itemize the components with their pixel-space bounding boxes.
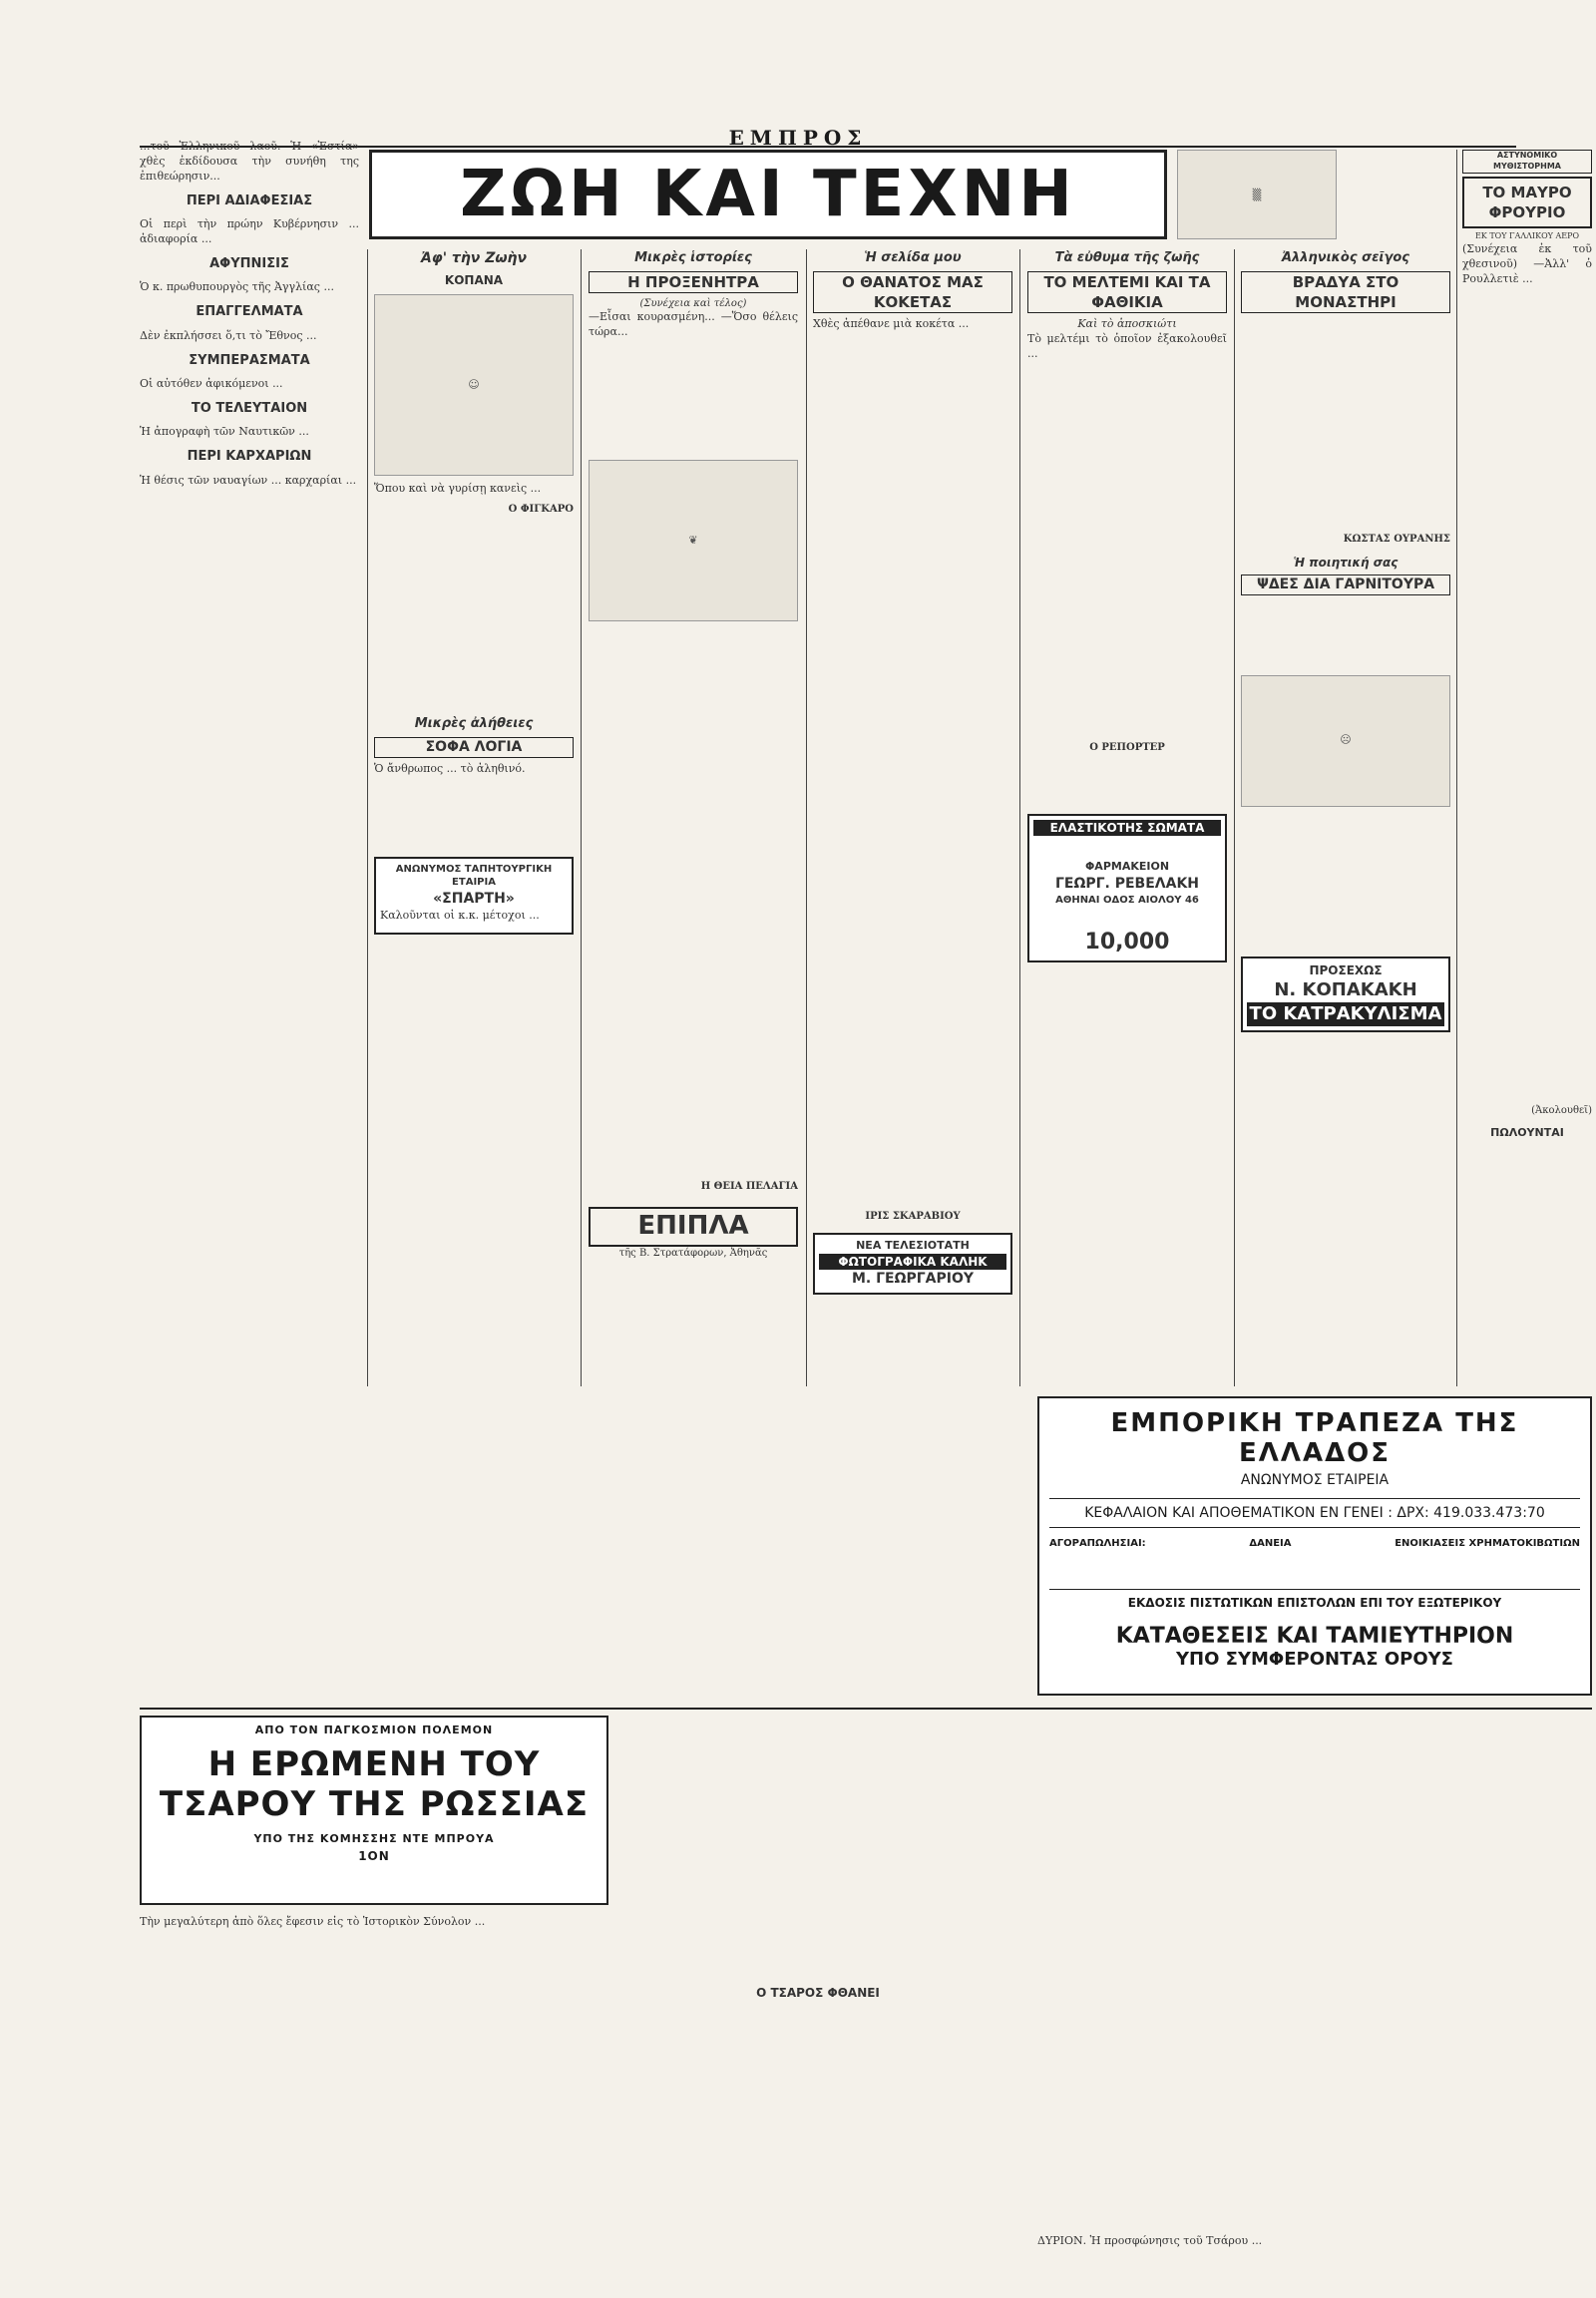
section-heading: ΤΟ ΤΕΛΕΥΤΑΙΟΝ (191, 400, 308, 416)
section-text: Δὲν ἐκπλήσσει ὅ,τι τὸ Ἔθνος ... (140, 328, 317, 342)
promo-head: ΠΡΟΣΕΧΩΣ (1309, 962, 1383, 977)
bank-service: ΑΓΟΡΑΠΩΛΗΣΙΑΙ: (1049, 1538, 1146, 1549)
ad-title: ΦΩΤΟΓΡΑΦΙΚΑ ΚΑΛΗΚ (819, 1254, 1006, 1270)
furniture-ad-text: τῆς Β. Στρατάφορων, Ἀθηνᾶς (618, 1247, 768, 1259)
bank-services (1049, 1538, 1580, 1549)
section-text: Οἱ αὐτόθεν ἀφικόμενοι ... (140, 377, 283, 391)
signature: Ο ΦΙΓΚΑΡΟ (508, 503, 574, 515)
ad-head: ΝΕΑ ΤΕΛΕΣΙΟΤΑΤΗ (856, 1239, 970, 1253)
column-subhead: ΣΟΦΑ ΛΟΓΙΑ (374, 737, 574, 758)
section-text: Ὁ κ. πρωθυπουργὸς τῆς Ἀγγλίας ... (140, 280, 334, 294)
signature: Ο ΡΕΠΟΡΤΕΡ (1089, 741, 1165, 753)
pharmacy-address: ΑΘΗΝΑΙ ΟΔΟΣ ΑΙΟΛΟΥ 46 (1055, 895, 1199, 906)
article-text: (Συνέχεια ἐκ τοῦ χθεσινοῦ) —Ἀλλ' ὁ Ρουλλετιὲ ... (1462, 241, 1592, 285)
bank-line: ΚΑΤΑΘΕΣΕΙΣ ΚΑΙ ΤΑΜΙΕΥΤΗΡΙΟΝ (1115, 1624, 1514, 1649)
serial-subtitle: ΕΚ ΤΟΥ ΓΑΛΛΙΚΟΥ ΑΕΡΟ (1474, 231, 1580, 241)
bank-service: ΕΝΟΙΚΙΑΣΕΙΣ ΧΡΗΜΑΤΟΚΙΒΩΤΙΩΝ (1395, 1538, 1580, 1549)
serial-banner (140, 1716, 608, 1905)
serial-text (140, 1915, 608, 2284)
section-heading: ΑΦΥΠΝΙΣΙΣ (209, 255, 289, 271)
column-divider (1019, 249, 1020, 1386)
column-7 (1462, 150, 1592, 1386)
column-4 (813, 249, 1012, 1386)
story-title: Η ΠΡΟΞΕΝΗΤΡΑ (589, 271, 798, 293)
column-5 (1027, 249, 1227, 1386)
section-heading: ΕΠΑΓΓΕΛΜΑΤΑ (196, 304, 303, 320)
pharmacy-label: ΦΑΡΜΑΚΕΙΟΝ (1084, 860, 1170, 874)
children-illustration: ❦ (589, 460, 798, 621)
masthead: ΕΜΠΡΟΣ (728, 126, 868, 150)
notice-head: ΠΩΛΟΥΝΤΑΙ (1490, 1125, 1564, 1139)
serial-chapter: 1ΟΝ (358, 1849, 390, 1863)
story-title: Ο ΘΑΝΑΤΟΣ ΜΑΣ ΚΟΚΕΤΑΣ (813, 271, 1012, 314)
column-3 (589, 249, 798, 1386)
promo-title: ΤΟ ΚΑΤΡΑΚΥΛΙΣΜΑ (1247, 1002, 1444, 1026)
column-2 (374, 249, 574, 1386)
ad-head: ΑΝΩΝΥΜΟΣ ΤΑΠΗΤΟΥΡΓΙΚΗ ΕΤΑΙΡΙΑ (395, 863, 553, 889)
ad-name: Μ. ΓΕΩΡΓΑΡΙΟΥ (851, 1271, 975, 1288)
signature: ΙΡΙΣ ΣΚΑΡΑΒΙΟΥ (865, 1210, 961, 1222)
left-column (140, 140, 359, 1636)
bank-line: ΕΚΔΟΣΙΣ ΠΙΣΤΩΤΙΚΩΝ ΕΠΙΣΤΟΛΩΝ ΕΠΙ ΤΟΥ ΕΞΩΤΕΡΙΚΟΥ (1049, 1589, 1580, 1610)
column-subhead: ΚΟΠΑΝΑ (444, 272, 504, 287)
column-head: Τὰ εὐθυμα τῆς ζωῆς (1054, 250, 1200, 265)
intro-text: ...τοῦ Ἑλληνικοῦ λαοῦ. Ἡ «Ἑστία» χθὲς ἐκδίδουσα τὴν συνήθη της ἐπιθεώρησιν... (140, 140, 359, 183)
pharmacy-name: ΓΕΩΡΓ. ΡΕΒΕΛΑΚΗ (1054, 876, 1200, 893)
ad-price: 10,000 (1084, 929, 1170, 955)
story-subtitle: (Συνέχεια καὶ τέλος) (639, 297, 747, 309)
bank-service: ΔΑΝΕΙΑ (1249, 1538, 1292, 1549)
ad-title: «ΣΠΑΡΤΗ» (433, 890, 515, 907)
signature: Η ΘΕΙΑ ΠΕΛΑΓΙΑ (700, 1180, 798, 1192)
serial-tag: ΑΣΤΥΝΟΜΙΚΟ ΜΥΘΙΣΤΟΡΗΜΑ (1462, 150, 1592, 174)
column-head: Μικρὲς ἱστορίες (634, 250, 752, 265)
promo-author: Ν. ΚΟΠΑΚΑΚΗ (1274, 978, 1417, 1000)
story-title: ΨΔΕΣ ΔΙΑ ΓΑΡΝΙΤΟΥΡΑ (1241, 574, 1450, 595)
column-head: Ἡ σελίδα μου (864, 250, 962, 265)
face-illustration: ☹ (1241, 675, 1450, 807)
serial-title-line2: ΤΣΑΡΟΥ ΤΗΣ ΡΩΣΣΙΑΣ (159, 1784, 590, 1824)
column-divider (367, 249, 368, 1386)
column-divider (581, 249, 582, 1386)
furniture-ad-title: ΕΠΙΠΛΑ (589, 1207, 798, 1246)
signature: ΚΩΣΤΑΣ ΟΥΡΑΝΗΣ (1343, 534, 1450, 546)
serial-title-line1: Η ΕΡΩΜΕΝΗ ΤΟΥ (207, 1744, 541, 1784)
bank-advertisement (1037, 1396, 1592, 1696)
caricature-illustration: ☺ (374, 294, 574, 476)
story-subtitle: Καὶ τὸ ἀποσκιώτι (1077, 317, 1177, 331)
article-text: ΔΥΡΙΟΝ. Ἡ προσφώνησις τοῦ Τσάρου ... (1037, 2234, 1263, 2247)
section-text: Ἡ θέσις τῶν ναυαγίων ... καρχαρίαι ... (140, 473, 357, 487)
signature: (Ἀκολουθεῖ) (1531, 1105, 1592, 1117)
story-title: ΤΟ ΜΕΛΤΕΜΙ ΚΑΙ ΤΑ ΦΑΘΙΚΙΑ (1027, 271, 1227, 314)
bank-line: ΥΠΟ ΣΥΜΦΕΡΟΝΤΑΣ ΟΡΟΥΣ (1176, 1649, 1453, 1670)
serial-tag: ΑΠΟ ΤΟΝ ΠΑΓΚΟΣΜΙΟΝ ΠΟΛΕΜΟΝ (254, 1724, 494, 1736)
zoi-kai-texni-banner: ΖΩΗ ΚΑΙ ΤΕΧΝΗ (369, 150, 1167, 239)
section-heading: ΣΥΜΠΕΡΑΣΜΑΤΑ (189, 352, 310, 368)
story-title: ΒΡΑΔΥΑ ΣΤΟ ΜΟΝΑΣΤΗΡΙ (1241, 271, 1450, 314)
bottom-rule (140, 1708, 1592, 1710)
article-text: Τὸ μελτέμι τὸ ὁποῖον ἐξακολουθεῖ ... (1027, 331, 1227, 360)
serial-column-2 (618, 1716, 1017, 2284)
column-head: Ἀλληνικὸς σεῖγος (1281, 250, 1409, 265)
bank-capital: ΚΕΦΑΛΑΙΟΝ ΚΑΙ ΑΠΟΘΕΜΑΤΙΚΟΝ ΕΝ ΓΕΝΕΙ : ΔΡΧ: 419.033.473:70 (1049, 1498, 1580, 1528)
column-divider (806, 249, 807, 1386)
article-text: Ὁ ἄνθρωπος ... τὸ ἀληθινό. (374, 761, 526, 775)
column-divider (1234, 249, 1235, 1386)
serial-title: ΤΟ ΜΑΥΡΟ ΦΡΟΥΡΙΟ (1462, 177, 1592, 229)
banner-illustration: ▒ (1177, 150, 1337, 239)
column-6 (1241, 249, 1450, 1386)
column-divider (1456, 150, 1457, 1386)
article-text: Τὴν μεγαλύτερη ἀπὸ ὅλες ἔφεσιν εἰς τὸ Ἱστορικὸν Σύνολον ... (140, 1915, 486, 1928)
column-head: Ἡ ποιητική σας (1293, 555, 1398, 570)
serial-author: ΥΠΟ ΤΗΣ ΚΟΜΗΣΣΗΣ ΝΤΕ ΜΠΡΟΥΑ (253, 1832, 495, 1845)
bank-type: ΑΝΩΝΥΜΟΣ ΕΤΑΙΡΕΙΑ (1240, 1472, 1390, 1488)
article-text: Χθὲς ἀπέθανε μιὰ κοκέτα ... (813, 317, 970, 331)
serial-column-3 (1037, 1716, 1592, 2284)
ad-text: Καλοῦνται οἱ κ.κ. μέτοχοι ... (380, 908, 540, 922)
article-text: Ὅπου καὶ νὰ γυρίσῃ κανεὶς ... (374, 482, 542, 496)
column-head: Μικρὲς ἀλήθειες (414, 716, 534, 732)
section-heading: Ο ΤΣΑΡΟΣ ΦΘΑΝΕΙ (756, 1986, 880, 2000)
column-head: Ἀφ' τὴν Ζωὴν (420, 250, 528, 266)
section-heading: ΠΕΡΙ ΚΑΡΧΑΡΙΩΝ (187, 449, 312, 465)
section-text: Οἱ περὶ τὴν πρώην Κυβέρνησιν ... ἀδιαφορία ... (140, 217, 359, 245)
bank-name: ΕΜΠΟΡΙΚΗ ΤΡΑΠΕΖΑ ΤΗΣ ΕΛΛΑΔΟΣ (1110, 1408, 1519, 1468)
section-heading: ΠΕΡΙ ΑΔΙΑΦΕΣΙΑΣ (186, 192, 313, 208)
article-text: —Εἶσαι κουρασμένη... —Ὅσο θέλεις τώρα... (589, 310, 798, 339)
section-text: Ἡ ἀπογραφὴ τῶν Ναυτικῶν ... (140, 425, 309, 439)
ad-title: ΕΛΑΣΤΙΚΟΤΗΣ ΣΩΜΑΤΑ (1033, 820, 1221, 836)
